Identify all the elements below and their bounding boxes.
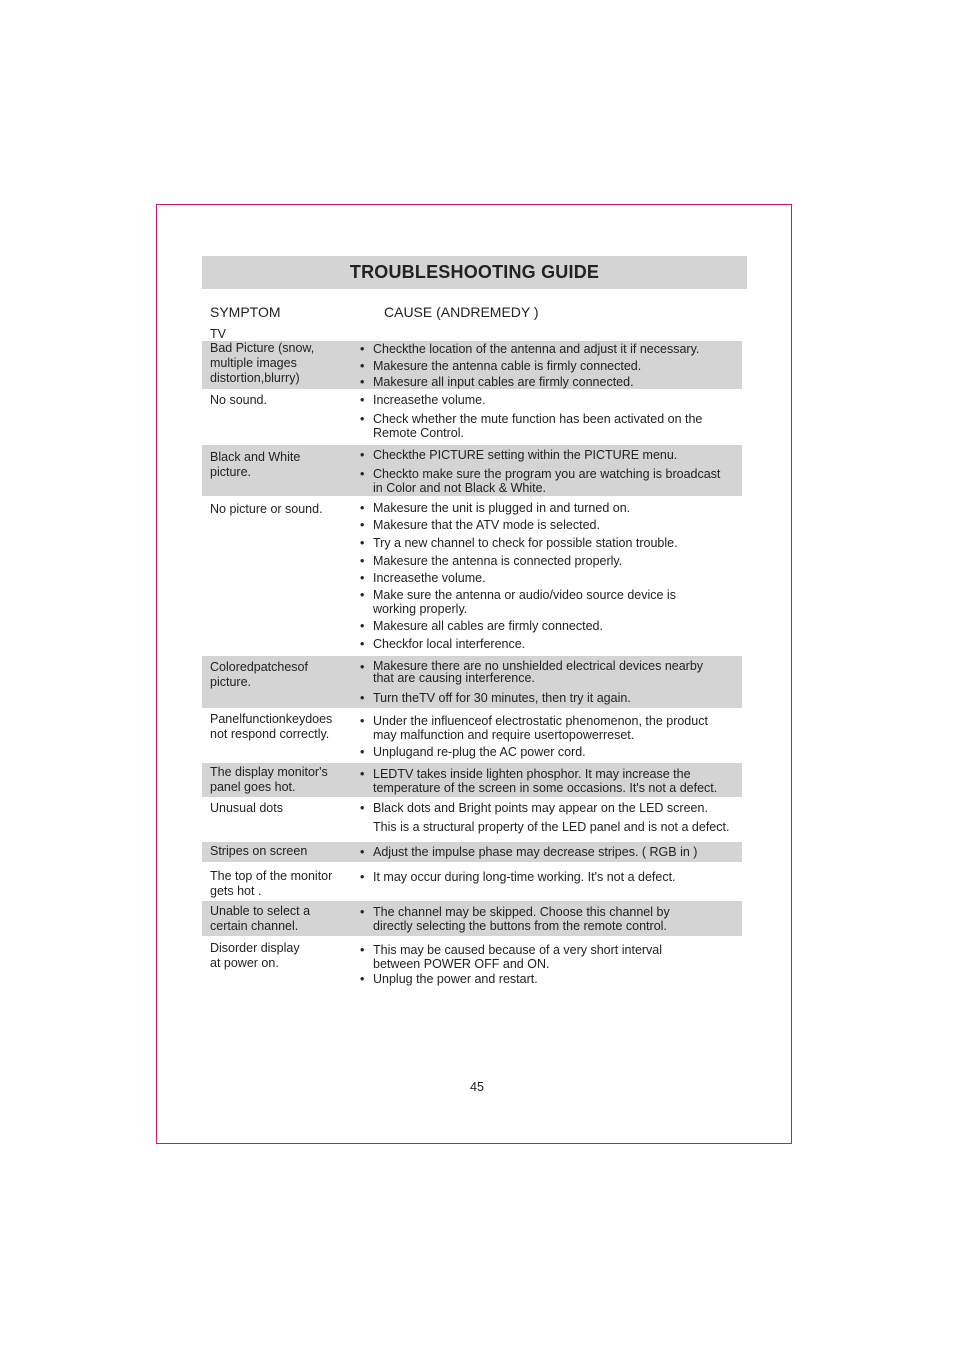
bullet: • (360, 845, 365, 859)
symptom-text: No sound. (210, 393, 267, 407)
symptom-text: Stripes on screen (210, 844, 308, 858)
bullet: • (360, 554, 365, 568)
cause-item (360, 412, 745, 440)
table-row (202, 842, 742, 862)
cause-text: Unplug the power and restart. (373, 972, 538, 986)
page-number: 45 (470, 1080, 484, 1094)
cause-item (360, 554, 745, 568)
cause-item (360, 375, 745, 389)
cause-item (360, 714, 745, 742)
cause-text: Black dots and Bright points may appear on the LED screen. (373, 801, 708, 815)
cause-item (360, 745, 745, 759)
table-row (202, 941, 742, 989)
cause-text: Makesure the antenna is connected properly. (373, 554, 623, 568)
cause-text: LEDTV takes inside lighten phosphor. It may increase the temperature of the screen in some occasions. It's not a defect. (373, 767, 718, 795)
section-label-tv: TV (210, 327, 226, 341)
table-row (202, 799, 742, 839)
table-row (202, 868, 742, 900)
cause-item (360, 536, 745, 550)
symptom-text: Panelfunctionkeydoes not respond correctly. (210, 712, 333, 741)
page-title: TROUBLESHOOTING GUIDE (349, 262, 600, 282)
symptom-text: Bad Picture (snow, multiple images distortion,blurry) (210, 341, 315, 385)
cause-item (360, 342, 745, 356)
cause-text: Make sure the antenna or audio/video source device is working properly. (373, 588, 676, 616)
bullet: • (360, 342, 365, 356)
table-row (202, 445, 742, 496)
table-row (202, 901, 742, 936)
bullet: • (360, 412, 365, 426)
cause-column-header: CAUSE (ANDREMEDY ) (384, 304, 539, 320)
cause-item (360, 767, 745, 795)
symptom-text: Unusual dots (210, 801, 283, 815)
cause-text: Makesure there are no unshielded electrical devices nearby that are causing interference. (373, 659, 704, 685)
bullet: • (360, 972, 365, 986)
cause-text: Makesure all input cables are firmly connected. (373, 375, 634, 389)
bullet: • (360, 870, 365, 884)
cause-text: Increasethe volume. (373, 571, 486, 585)
cause-text: Checkfor local interference. (373, 637, 526, 651)
cause-item (360, 619, 745, 633)
cause-text: Checkthe location of the antenna and adjust it if necessary. (373, 342, 700, 356)
cause-text: Makesure the antenna cable is firmly connected. (373, 359, 642, 373)
bullet: • (360, 448, 365, 462)
cause-item (360, 801, 745, 815)
table-row (202, 710, 742, 762)
symptom-column-header: SYMPTOM (210, 304, 281, 320)
cause-text: Makesure all cables are firmly connected. (373, 619, 603, 633)
symptom-text: Black and White picture. (210, 450, 301, 479)
cause-text: This is a structural property of the LED panel and is not a defect. (373, 820, 730, 834)
bullet: • (360, 943, 365, 957)
table-row (202, 763, 742, 797)
cause-text: Check whether the mute function has been activated on the Remote Control. (373, 412, 703, 440)
cause-text: Adjust the impulse phase may decrease stripes. ( RGB in ) (373, 845, 698, 859)
cause-text: The channel may be skipped. Choose this channel by directly selecting the buttons from the remote control. (373, 905, 670, 933)
bullet: • (360, 801, 365, 815)
bullet: • (360, 619, 365, 633)
cause-item (360, 637, 745, 651)
cause-item (360, 448, 745, 462)
table-row (202, 500, 742, 654)
title-bar (202, 256, 747, 289)
table-row (202, 656, 742, 708)
bullet: • (360, 745, 365, 759)
cause-item (360, 571, 745, 585)
bullet: • (360, 637, 365, 651)
bullet: • (360, 518, 365, 532)
symptom-text: The top of the monitor gets hot . (210, 869, 333, 898)
cause-item (360, 972, 745, 986)
cause-text: Try a new channel to check for possible station trouble. (373, 536, 678, 550)
table-row (202, 341, 742, 389)
cause-item (360, 820, 745, 834)
bullet: • (360, 767, 365, 781)
cause-item (360, 845, 745, 859)
bullet: • (360, 375, 365, 389)
symptom-text: The display monitor's panel goes hot. (210, 765, 328, 794)
bullet: • (360, 691, 365, 705)
cause-item (360, 467, 745, 495)
bullet: • (360, 905, 365, 919)
cause-item (360, 393, 745, 407)
bullet: • (360, 588, 365, 602)
bullet: • (360, 660, 365, 674)
cause-item (360, 518, 745, 532)
bullet: • (360, 571, 365, 585)
cause-text: Unplugand re-plug the AC power cord. (373, 745, 586, 759)
cause-text: This may be caused because of a very short interval between POWER OFF and ON. (373, 943, 663, 971)
bullet: • (360, 467, 365, 481)
symptom-text: Disorder display at power on. (210, 941, 300, 970)
cause-item (360, 870, 745, 884)
cause-text: Makesure the unit is plugged in and turned on. (373, 501, 631, 515)
cause-text: It may occur during long-time working. It's not a defect. (373, 870, 676, 884)
bullet: • (360, 714, 365, 728)
cause-text: Checkthe PICTURE setting within the PICTURE menu. (373, 448, 678, 462)
cause-text: Makesure that the ATV mode is selected. (373, 518, 600, 532)
cause-item (360, 691, 745, 705)
cause-item (360, 660, 745, 684)
cause-item (360, 905, 745, 933)
symptom-text: Unable to select a certain channel. (210, 904, 311, 933)
symptom-text: No picture or sound. (210, 502, 323, 516)
bullet: • (360, 393, 365, 407)
cause-item (360, 588, 745, 616)
cause-text: Increasethe volume. (373, 393, 486, 407)
cause-text: Checkto make sure the program you are watching is broadcast in Color and not Black & White. (373, 467, 721, 495)
cause-item (360, 501, 745, 515)
bullet: • (360, 359, 365, 373)
bullet: • (360, 536, 365, 550)
symptom-text: Coloredpatchesof picture. (210, 660, 308, 689)
cause-text: Turn theTV off for 30 minutes, then try it again. (373, 691, 631, 705)
cause-item (360, 359, 745, 373)
cause-item (360, 943, 745, 971)
table-row (202, 392, 742, 442)
bullet: • (360, 501, 365, 515)
cause-text: Under the influenceof electrostatic phenomenon, the product may malfunction and require usertopowerreset. (373, 714, 708, 742)
